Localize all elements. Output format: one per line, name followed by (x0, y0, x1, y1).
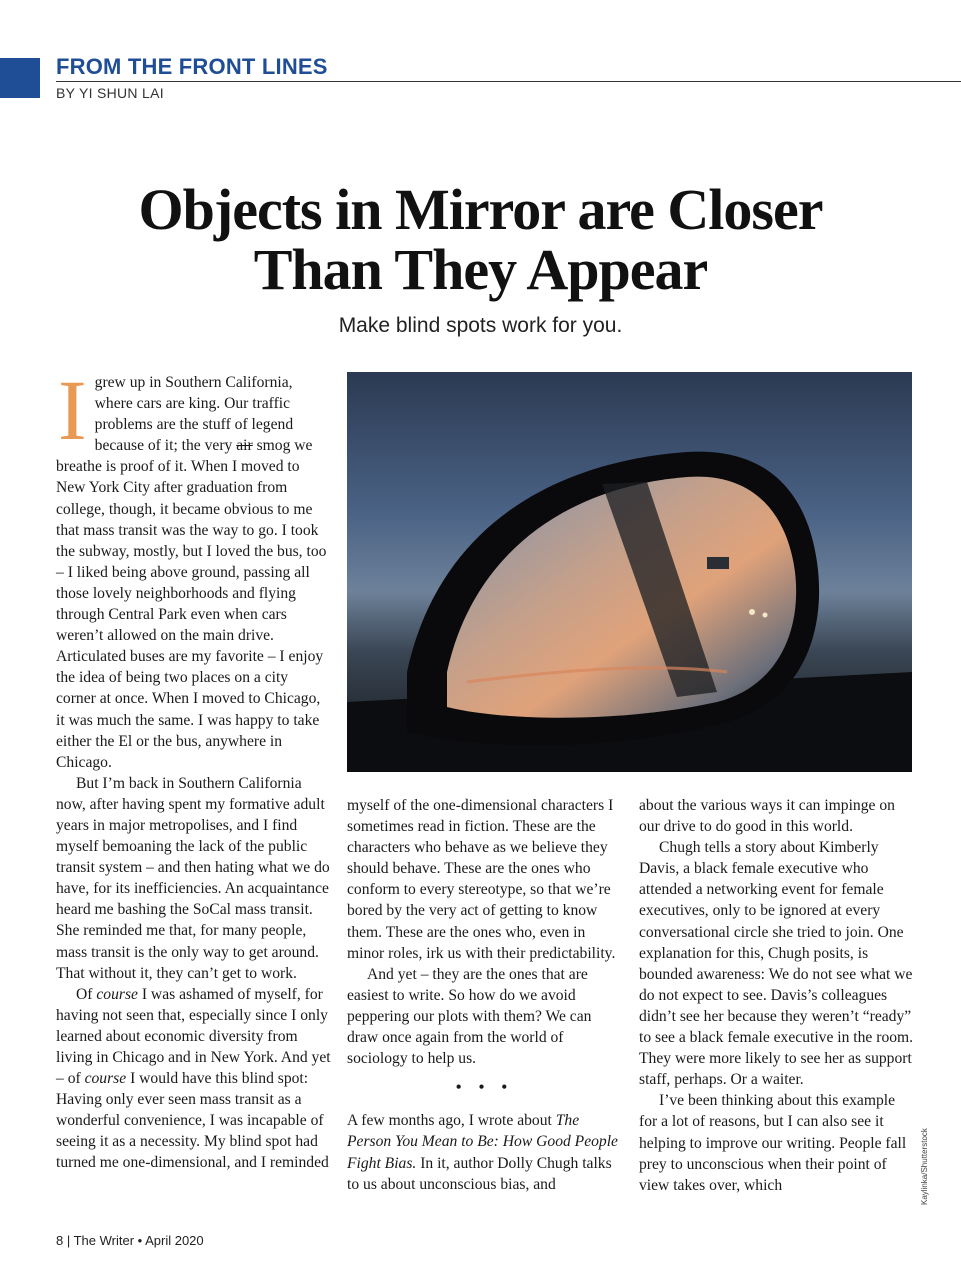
text-run: In it, author Dolly Chugh talks to us about unconscious bias, and (347, 1154, 612, 1193)
italic-text: course (96, 985, 138, 1003)
section-label: FROM THE FRONT LINES (56, 54, 328, 79)
text-run: I would have this blind spot: Having only ever seen mass transit as a wonderful convenience, I was incapable of seeing it as a necessity. My blind spot had turned me one-dimensional, and I reminded (56, 1070, 329, 1172)
text-run: I was ashamed of myself, for having not seen that, especially since I only learned about economic diversity from living in Chicago and in New York. And yet – of (56, 985, 331, 1088)
paragraph: myself of the one-dimensional characters I sometimes read in fiction. These are the characters who behave as we believe they should behave. These are the ones who conform to every stereotype, so that we’re bored by the very act of getting to know them. These are the ones who, even in minor roles, irk us with their predictability. (347, 797, 616, 962)
header-divider (56, 81, 961, 82)
paragraph (56, 984, 331, 1174)
section-separator: • • • (455, 1077, 514, 1098)
photo-credit: Kaylinka/Shutterstock (920, 1128, 929, 1205)
paragraph (347, 1110, 622, 1194)
mirror-photo (347, 372, 912, 772)
byline: BY YI SHUN LAI (56, 85, 164, 101)
text-column-2 (347, 795, 622, 1195)
title-line-2: Than They Appear (253, 237, 708, 302)
text-run: smog we breathe is proof of it. When I moved to New York City after graduation from college, though, it became obvious to me that mass transit was the way to go. I took the subway, mostly, but I loved the bus, too – I liked being above ground, passing all those lovely neighborhoods and flying through Central Park even when cars weren’t allowed on the main drive. Articulated buses are my favorite – I enjoy the idea of being two places on a city corner at once. When I moved to Chicago, it was much the same. I was happy to take either the El or the bus, anywhere in Chicago. (56, 437, 327, 771)
paragraph: Chugh tells a story about Kimberly Davis, a black female executive who attended a networking event for female executives, only to be ignored at every conversational circle she tried to join. One explanation for this, Chugh posits, is bounded awareness: We do not see what we do not expect to see. Davis’s colleagues didn’t see her because they weren’t “ready” to see a black female executive in the room. They were more likely to see her as support staff, perhaps. Or a waiter. (639, 839, 914, 1089)
text-column-1 (56, 362, 331, 1174)
drop-cap: I (58, 362, 87, 458)
book-title: The Person You Mean to Be: How Good People Fight Bias. (347, 1112, 618, 1172)
article-subtitle: Make blind spots work for you. (338, 314, 623, 337)
paragraph: And yet – they are the ones that are easiest to write. So how do we avoid peppering our plots with them? We can draw once again from the world of sociology to help us. (347, 965, 592, 1068)
strikethrough-word: air (236, 437, 253, 455)
title-line-1: Objects in Mirror are Closer (138, 177, 823, 242)
article-title (0, 177, 961, 302)
paragraph: But I’m back in Southern California now, after having spent my formative adult years in major metropolises, and I find myself bemoaning the lack of the public transit system – and then hating what we do have, for its inefficiencies. An acquaintance heard me bashing the SoCal mass transit. She reminded me that, for many people, mass transit is the only way to get around. That without it, they can’t get to work. (56, 774, 330, 982)
text-column-3 (639, 795, 917, 1196)
text-run: A few months ago, I wrote about (347, 1112, 556, 1130)
page-footer: 8 | The Writer • April 2020 (56, 1233, 204, 1248)
paragraph (56, 362, 331, 773)
side-mirror-image (347, 372, 912, 772)
italic-text: course (84, 1070, 127, 1088)
text-run: Of (76, 985, 97, 1003)
section-color-block (0, 58, 40, 98)
paragraph: I’ve been thinking about this example for a lot of reasons, but I can also see it helping to improve our writing. People fall prey to unconscious when their point of view takes over, which (639, 1092, 907, 1194)
text-run: grew up in Southern California, where cars are king. Our traffic problems are the stuff of legend because of it; the very (94, 374, 294, 455)
paragraph: about the various ways it can impinge on our drive to do good in this world. (639, 797, 895, 836)
